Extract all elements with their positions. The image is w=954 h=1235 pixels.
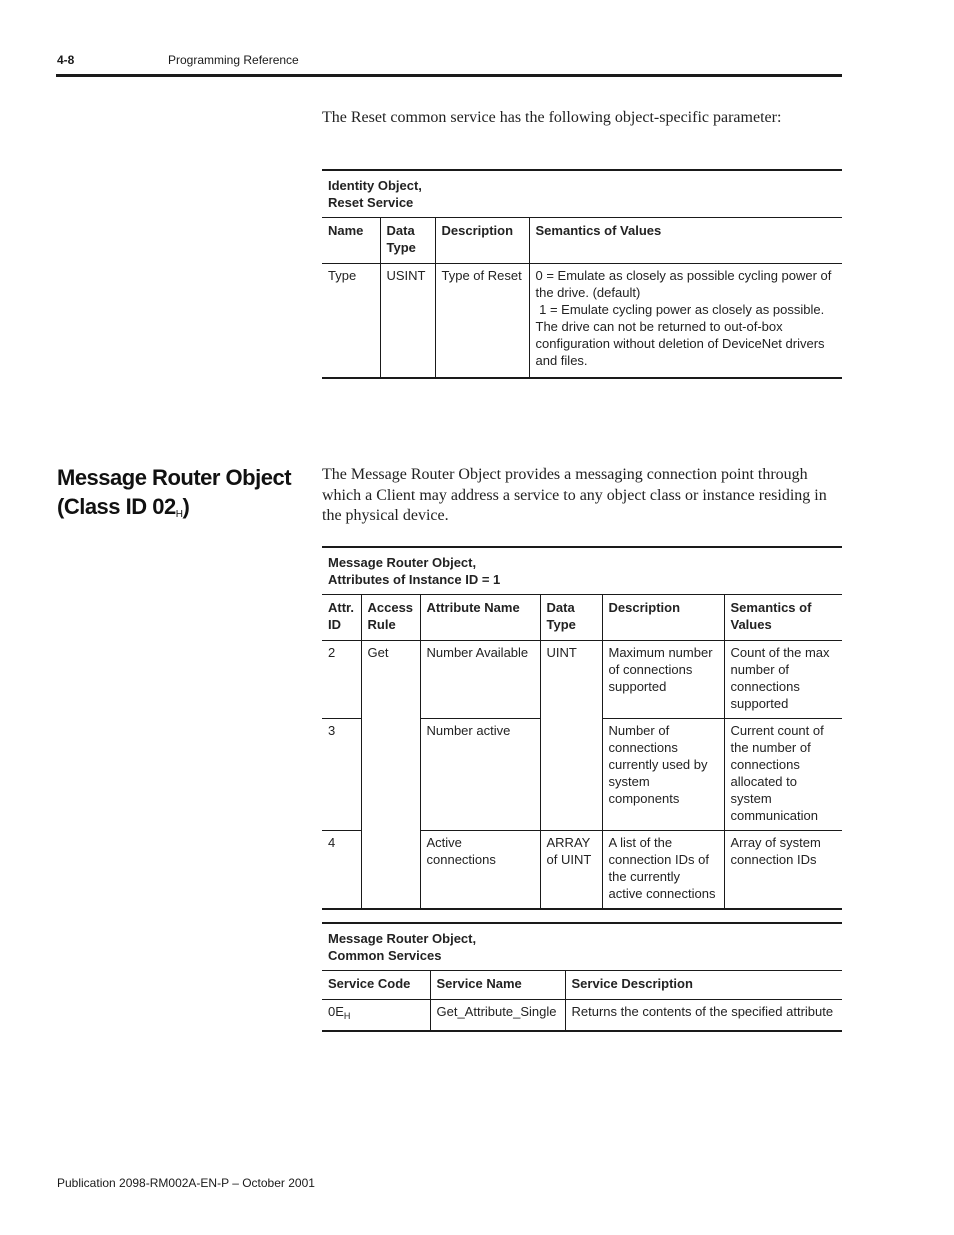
table-row xyxy=(322,264,842,379)
heading-line xyxy=(57,492,307,529)
cell-semantics: Array of system connection IDs xyxy=(724,831,842,909)
column-header-row xyxy=(322,218,842,264)
cell-service-name: Get_Attribute_Single xyxy=(430,1000,565,1032)
semantics-line: 0 = Emulate as closely as possible cycling power of the drive. (default) xyxy=(535,268,832,300)
col-header-service-code: Service Code xyxy=(322,971,430,1000)
service-code-subscript: H xyxy=(343,1011,351,1021)
section-heading xyxy=(57,463,307,529)
cell-semantics xyxy=(529,264,842,379)
section-intro-paragraph: The Message Router Object provides a messaging connection point through which a Client may address a service to any object class or instance residing in the physical device. xyxy=(322,466,827,524)
caption-line: Identity Object, xyxy=(328,178,422,193)
col-header-service-description: Service Description xyxy=(565,971,842,1000)
cell-description: A list of the connection IDs of the currently active connections xyxy=(602,831,724,909)
heading-text: (Class ID 02 xyxy=(57,494,176,519)
semantics-line: 1 = Emulate cycling power as closely as possible. The drive can not be returned to out-of-box configuration without deletion of DeviceNet drivers and files. xyxy=(535,302,829,368)
table-caption-row xyxy=(322,170,842,218)
col-header-description: Description xyxy=(602,595,724,641)
cell-data-type: ARRAY of UINT xyxy=(540,831,602,909)
caption-line: Attributes of Instance ID = 1 xyxy=(328,572,501,587)
col-header-data-type: Data Type xyxy=(540,595,602,641)
cell-data-type: UINT xyxy=(540,641,602,831)
cell-attribute-name: Number Available xyxy=(420,641,540,719)
col-header-service-name: Service Name xyxy=(430,971,565,1000)
header-rule xyxy=(56,74,842,77)
table-caption xyxy=(322,170,842,218)
cell-attr-id: 2 xyxy=(322,641,361,719)
cell-attr-id: 4 xyxy=(322,831,361,909)
col-header-semantics: Semantics of Values xyxy=(724,595,842,641)
identity-reset-table xyxy=(322,169,842,379)
heading-subscript: H xyxy=(175,509,183,520)
cell-data-type: USINT xyxy=(380,264,435,379)
column-header-row xyxy=(322,971,842,1000)
message-router-attributes-table xyxy=(322,546,842,910)
table-caption xyxy=(322,547,842,595)
heading-line: Message Router Object xyxy=(57,465,292,490)
reset-intro-paragraph: The Reset common service has the following object-specific parameter: xyxy=(322,109,782,126)
publication-footer: Publication 2098-RM002A-EN-P – October 2001 xyxy=(57,1176,315,1190)
page-number: 4-8 xyxy=(57,53,75,67)
cell-attribute-name: Active connections xyxy=(420,831,540,909)
heading-close: ) xyxy=(182,494,190,519)
cell-attr-id: 3 xyxy=(322,719,361,831)
cell-attribute-name: Number active xyxy=(420,719,540,831)
cell-description: Maximum number of connections supported xyxy=(602,641,724,719)
col-header-attribute-name: Attribute Name xyxy=(420,595,540,641)
cell-name: Type xyxy=(322,264,380,379)
col-header-description: Description xyxy=(435,218,529,264)
col-header-semantics: Semantics of Values xyxy=(529,218,842,264)
cell-access-rule: Get xyxy=(361,641,420,909)
caption-line: Reset Service xyxy=(328,195,414,210)
caption-line: Message Router Object, xyxy=(328,555,477,570)
cell-semantics: Count of the max number of connections supported xyxy=(724,641,842,719)
cell-service-description: Returns the contents of the specified attribute xyxy=(565,1000,842,1032)
service-code-text: 0E xyxy=(328,1004,344,1019)
cell-description: Type of Reset xyxy=(435,264,529,379)
col-header-data-type: Data Type xyxy=(380,218,435,264)
caption-line: Message Router Object, xyxy=(328,931,477,946)
table-caption-row xyxy=(322,547,842,595)
col-header-access-rule: Access Rule xyxy=(361,595,420,641)
table-row xyxy=(322,641,842,719)
table-caption-row xyxy=(322,923,842,971)
col-header-name: Name xyxy=(322,218,380,264)
chapter-title: Programming Reference xyxy=(168,53,299,67)
caption-line: Common Services xyxy=(328,948,442,963)
cell-description: Number of connections currently used by system components xyxy=(602,719,724,831)
message-router-services-table xyxy=(322,922,842,1032)
table-caption xyxy=(322,923,842,971)
table-row xyxy=(322,1000,842,1032)
column-header-row xyxy=(322,595,842,641)
cell-semantics: Current count of the number of connections allocated to system communication xyxy=(724,719,842,831)
col-header-attr-id: Attr. ID xyxy=(322,595,361,641)
cell-service-code xyxy=(322,1000,430,1032)
